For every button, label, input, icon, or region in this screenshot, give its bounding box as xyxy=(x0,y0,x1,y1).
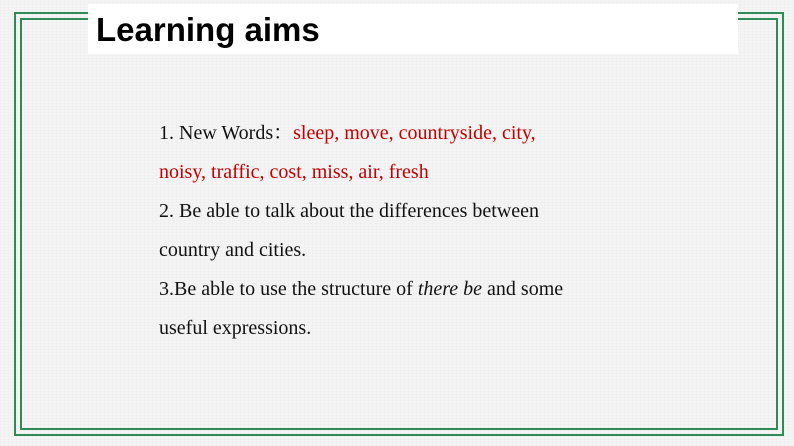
aim-3-line-1 xyxy=(159,270,679,309)
aim-3-prefix: 3.Be able to use the structure of xyxy=(159,278,418,300)
aim-3-suffix: and some xyxy=(482,278,564,300)
aim-1-label: 1. New Words： xyxy=(159,122,294,144)
aim-3-line-2: useful expressions. xyxy=(159,317,312,339)
aim-1-words-b: noisy, traffic, cost, miss, air, fresh xyxy=(159,161,429,183)
aim-2-line-1: 2. Be able to talk about the differences between xyxy=(159,200,540,222)
slide-title: Learning aims xyxy=(96,11,320,48)
aim-1-line-1 xyxy=(159,114,679,153)
aims-list xyxy=(159,114,679,348)
aim-2-line-2: country and cities. xyxy=(159,239,307,261)
aim-3-italic: there be xyxy=(417,278,483,300)
aim-1-words-a: sleep, move, countryside, city, xyxy=(293,122,536,144)
